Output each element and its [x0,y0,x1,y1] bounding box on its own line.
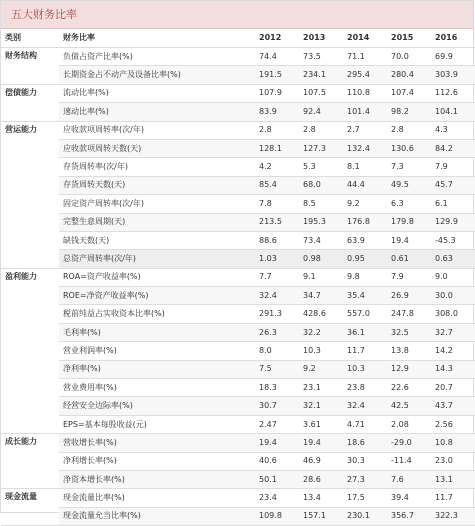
header-ratio-name: 财务比率 [59,29,255,48]
ratio-name-cell: 存货周转率(次/年) [59,158,255,176]
value-cell: 7.9 [387,268,431,286]
value-cell: -45.3 [431,231,475,249]
value-cell: 9.8 [343,268,387,286]
value-cell: 36.1 [343,323,387,341]
value-cell: 7.8 [255,195,299,213]
ratio-name-cell: 净资本增长率(%) [59,470,255,488]
value-cell: 129.9 [431,213,475,231]
value-cell: 23.1 [299,379,343,397]
ratio-name-cell: 流动比率(%) [59,84,255,102]
value-cell: 557.0 [343,305,387,323]
header-year: 2013 [299,29,343,48]
ratio-name-cell: 现金流量比率(%) [59,489,255,507]
value-cell: 19.4 [387,231,431,249]
value-cell: 9.2 [343,195,387,213]
value-cell: 110.8 [343,84,387,102]
value-cell: 4.3 [431,121,475,139]
value-cell: 32.7 [431,323,475,341]
value-cell: 32.1 [299,397,343,415]
table-row [1,176,475,194]
value-cell: 42.5 [387,397,431,415]
value-cell: 7.3 [387,158,431,176]
table-row [1,397,475,415]
value-cell: 195.3 [299,213,343,231]
value-cell: 291.3 [255,305,299,323]
value-cell: -11.4 [387,452,431,470]
value-cell: 9.1 [299,268,343,286]
table-row [1,195,475,213]
table-row [1,342,475,360]
ratio-name-cell: 税前纯益占实收资本比率(%) [59,305,255,323]
value-cell: 303.9 [431,66,475,84]
value-cell: 179.8 [387,213,431,231]
panel-title: 五大财务比率 [1,1,473,29]
value-cell: 107.4 [387,84,431,102]
table-row [1,287,475,305]
table-row [1,66,475,84]
value-cell: 46.9 [299,452,343,470]
value-cell: 295.4 [343,66,387,84]
value-cell: 30.7 [255,397,299,415]
table-row [1,323,475,341]
value-cell: 247.8 [387,305,431,323]
value-cell: 6.3 [387,195,431,213]
value-cell: 73.5 [299,48,343,66]
value-cell: 43.7 [431,397,475,415]
ratio-name-cell: 缺钱天数(天) [59,231,255,249]
value-cell: 0.63 [431,250,475,268]
value-cell: 0.98 [299,250,343,268]
ratio-name-cell: 净利增长率(%) [59,452,255,470]
value-cell: 230.1 [343,507,387,525]
ratio-name-cell: 毛利率(%) [59,323,255,341]
value-cell: 2.08 [387,415,431,433]
value-cell: 32.5 [387,323,431,341]
value-cell: 88.6 [255,231,299,249]
value-cell: 176.8 [343,213,387,231]
header-year: 2015 [387,29,431,48]
value-cell: 20.7 [431,379,475,397]
table-row [1,213,475,231]
table-row [1,158,475,176]
ratio-name-cell: 长期资金占不动产及设备比率(%) [59,66,255,84]
table-row [1,379,475,397]
value-cell: 157.1 [299,507,343,525]
category-cell: 营运能力 [1,121,59,268]
ratio-name-cell: 完整生意周期(天) [59,213,255,231]
value-cell: 23.0 [431,452,475,470]
table-row [1,415,475,433]
ratio-name-cell: 总资产周转率(次/年) [59,250,255,268]
value-cell: 40.6 [255,452,299,470]
value-cell: 2.8 [387,121,431,139]
value-cell: 49.5 [387,176,431,194]
ratio-name-cell: 固定资产周转率(次/年) [59,195,255,213]
ratio-name-cell: 负债占资产比率(%) [59,48,255,66]
value-cell: 4.2 [255,158,299,176]
ratio-name-cell: ROA=资产收益率(%) [59,268,255,286]
value-cell: 28.6 [299,470,343,488]
value-cell: 74.4 [255,48,299,66]
value-cell: 19.4 [299,434,343,452]
value-cell: 7.7 [255,268,299,286]
value-cell: 2.47 [255,415,299,433]
ratio-name-cell: 现金流量允当比率(%) [59,507,255,525]
table-row [1,268,475,286]
value-cell: 7.6 [387,470,431,488]
value-cell: 132.4 [343,139,387,157]
value-cell: 0.95 [343,250,387,268]
value-cell: 32.4 [343,397,387,415]
ratio-name-cell: ROE=净资产收益率(%) [59,287,255,305]
value-cell: 9.2 [299,360,343,378]
table-row [1,250,475,268]
value-cell: 70.0 [387,48,431,66]
value-cell: 30.0 [431,287,475,305]
value-cell: 127.3 [299,139,343,157]
value-cell: 130.6 [387,139,431,157]
table-row [1,84,475,102]
value-cell: 23.4 [255,489,299,507]
category-cell: 成长能力 [1,434,59,489]
table-row [1,103,475,121]
value-cell: 83.9 [255,103,299,121]
ratios-table-body [1,48,475,526]
ratio-name-cell: 营收增长率(%) [59,434,255,452]
value-cell: 22.6 [387,379,431,397]
value-cell: 9.0 [431,268,475,286]
value-cell: 45.7 [431,176,475,194]
header-category: 类别 [1,29,59,48]
value-cell: 3.61 [299,415,343,433]
value-cell: 213.5 [255,213,299,231]
value-cell: 2.56 [431,415,475,433]
table-row [1,231,475,249]
table-row [1,121,475,139]
category-cell: 财务结构 [1,48,59,85]
value-cell: 128.1 [255,139,299,157]
table-row [1,489,475,507]
value-cell: 322.3 [431,507,475,525]
value-cell: 23.8 [343,379,387,397]
value-cell: 18.6 [343,434,387,452]
table-row [1,507,475,525]
ratio-name-cell: 营业费用率(%) [59,379,255,397]
value-cell: 280.4 [387,66,431,84]
table-row [1,48,475,66]
value-cell: 39.4 [387,489,431,507]
value-cell: 71.1 [343,48,387,66]
value-cell: 18.3 [255,379,299,397]
value-cell: 107.9 [255,84,299,102]
value-cell: 30.3 [343,452,387,470]
value-cell: 13.1 [431,470,475,488]
value-cell: 104.1 [431,103,475,121]
value-cell: 34.7 [299,287,343,305]
value-cell: 10.3 [343,360,387,378]
value-cell: 234.1 [299,66,343,84]
value-cell: 109.8 [255,507,299,525]
value-cell: 84.2 [431,139,475,157]
value-cell: 13.8 [387,342,431,360]
value-cell: -29.0 [387,434,431,452]
value-cell: 2.8 [299,121,343,139]
value-cell: 1.03 [255,250,299,268]
value-cell: 14.2 [431,342,475,360]
table-row [1,305,475,323]
value-cell: 32.2 [299,323,343,341]
value-cell: 92.4 [299,103,343,121]
value-cell: 27.3 [343,470,387,488]
value-cell: 44.4 [343,176,387,194]
value-cell: 7.9 [431,158,475,176]
table-row [1,434,475,452]
value-cell: 19.4 [255,434,299,452]
table-row [1,139,475,157]
value-cell: 73.4 [299,231,343,249]
ratio-name-cell: 应收款项周转天数(天) [59,139,255,157]
ratios-table [1,29,475,526]
value-cell: 2.7 [343,121,387,139]
value-cell: 26.3 [255,323,299,341]
ratio-name-cell: EPS=基本每股收益(元) [59,415,255,433]
table-row [1,470,475,488]
ratio-name-cell: 净利率(%) [59,360,255,378]
value-cell: 17.5 [343,489,387,507]
value-cell: 14.3 [431,360,475,378]
category-cell: 现金流量 [1,489,59,526]
table-header-row [1,29,475,48]
value-cell: 191.5 [255,66,299,84]
value-cell: 26.9 [387,287,431,305]
ratio-name-cell: 经营安全边际率(%) [59,397,255,415]
value-cell: 428.6 [299,305,343,323]
header-year: 2012 [255,29,299,48]
value-cell: 8.1 [343,158,387,176]
category-cell: 偿债能力 [1,84,59,121]
category-cell: 盈利能力 [1,268,59,434]
value-cell: 101.4 [343,103,387,121]
value-cell: 112.6 [431,84,475,102]
value-cell: 35.4 [343,287,387,305]
value-cell: 6.1 [431,195,475,213]
ratio-name-cell: 存货周转天数(天) [59,176,255,194]
value-cell: 356.7 [387,507,431,525]
ratio-name-cell: 营业利润率(%) [59,342,255,360]
value-cell: 68.0 [299,176,343,194]
value-cell: 8.5 [299,195,343,213]
value-cell: 50.1 [255,470,299,488]
value-cell: 10.3 [299,342,343,360]
table-row [1,452,475,470]
value-cell: 63.9 [343,231,387,249]
table-row [1,360,475,378]
value-cell: 107.5 [299,84,343,102]
value-cell: 2.8 [255,121,299,139]
value-cell: 69.9 [431,48,475,66]
ratio-name-cell: 速动比率(%) [59,103,255,121]
value-cell: 8.0 [255,342,299,360]
value-cell: 308.0 [431,305,475,323]
header-year: 2016 [431,29,475,48]
value-cell: 85.4 [255,176,299,194]
value-cell: 7.5 [255,360,299,378]
value-cell: 10.8 [431,434,475,452]
value-cell: 98.2 [387,103,431,121]
value-cell: 0.61 [387,250,431,268]
value-cell: 5.3 [299,158,343,176]
ratio-name-cell: 应收款项周转率(次/年) [59,121,255,139]
value-cell: 11.7 [431,489,475,507]
value-cell: 12.9 [387,360,431,378]
value-cell: 11.7 [343,342,387,360]
value-cell: 4.71 [343,415,387,433]
header-year: 2014 [343,29,387,48]
value-cell: 13.4 [299,489,343,507]
value-cell: 32.4 [255,287,299,305]
